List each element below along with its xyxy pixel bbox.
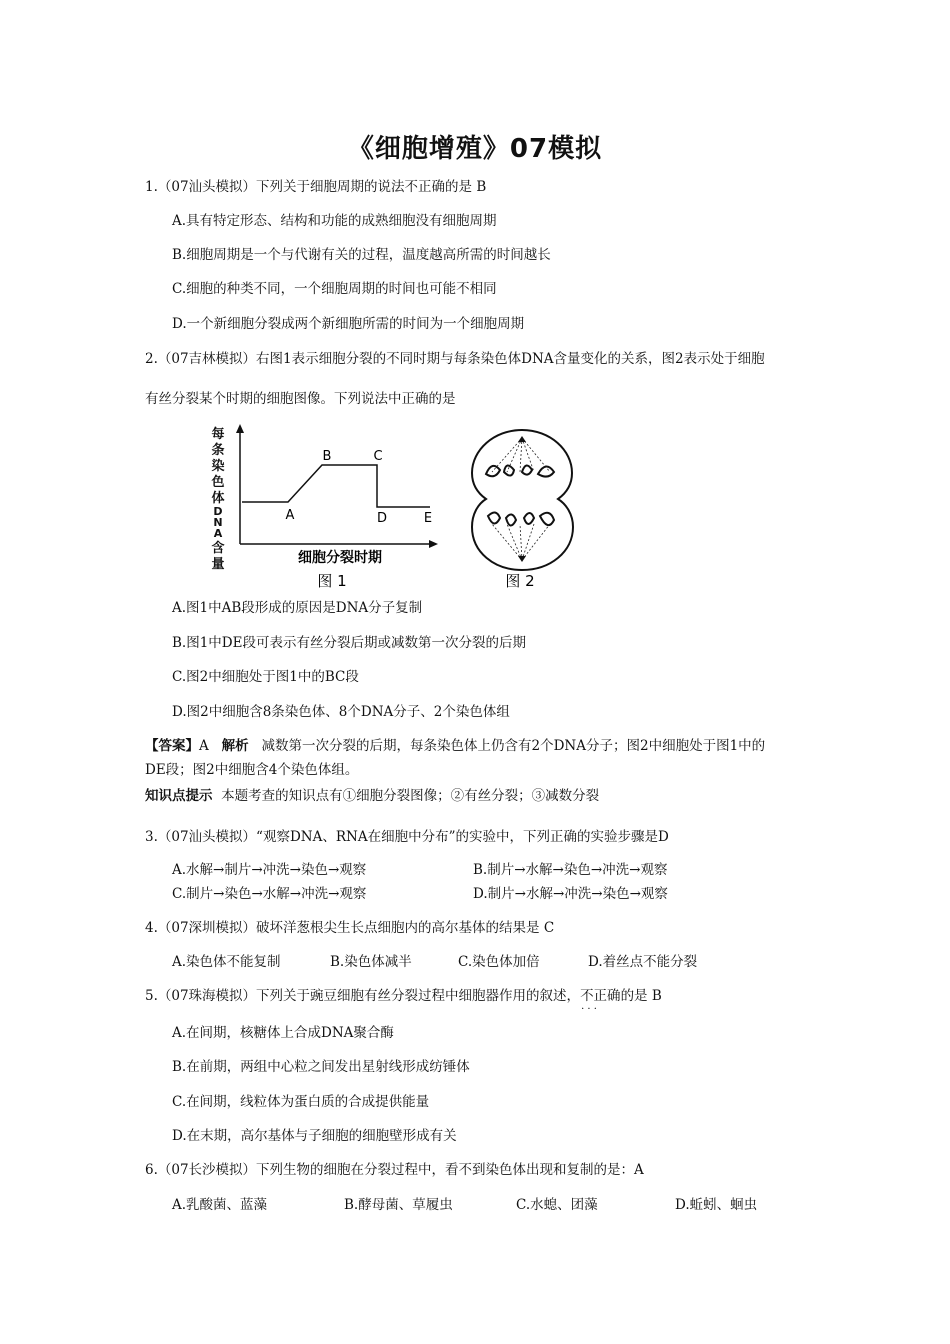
svg-text:染: 染 (211, 459, 225, 474)
q2-option-a: A.图1中AB段形成的原因是DNA分子复制 (172, 600, 423, 616)
q5-option-b: B.在前期，两组中心粒之间发出星射线形成纺锤体 (172, 1059, 470, 1075)
svg-text:D: D (213, 505, 223, 518)
figure-1-x-axis-label: 细胞分裂时期 (298, 550, 382, 566)
cell-outline (472, 430, 573, 570)
q6-option-d: D.蚯蚓、蛔虫 (675, 1197, 758, 1213)
figure-1-dna-curve (242, 465, 430, 507)
svg-text:N: N (213, 516, 223, 529)
q3-option-b: B.制片→水解→染色→冲洗→观察 (473, 862, 668, 878)
svg-text:每: 每 (211, 427, 225, 442)
q1-option-b: B.细胞周期是一个与代谢有关的过程，温度越高所需的时间越长 (172, 247, 551, 263)
figure-1-y-arrow (236, 424, 244, 433)
q3-stem: 3.（07汕头模拟）“观察DNA、RNA在细胞中分布”的实验中，下列正确的实验步骤是D (145, 829, 669, 845)
figure-1-y-axis-label (211, 426, 224, 572)
q5-stem (145, 987, 662, 1005)
point-label-b: B (322, 449, 332, 464)
q2-stem-line2: 有丝分裂某个时期的细胞图像。下列说法中正确的是 (145, 391, 456, 407)
q1-option-d: D.一个新细胞分裂成两个新细胞所需的时间为一个细胞周期 (172, 316, 525, 332)
figure-1-graph (210, 422, 445, 592)
q2-analysis-line2: DE段；图2中细胞含4个染色体组。 (145, 762, 359, 778)
q5-stem-emphasis: 不正确 · · · (580, 988, 621, 1004)
page-title: 《细胞增殖》07模拟 (347, 134, 603, 164)
q3-option-a: A.水解→制片→冲洗→染色→观察 (172, 862, 367, 878)
svg-text:条: 条 (211, 443, 225, 458)
knowledge-label: 知识点提示 (145, 788, 213, 804)
centriole-upper (518, 436, 526, 442)
analysis-text: 减数第一次分裂的后期，每条染色体上仍含有2个DNA分子；图2中细胞处于图1中的 (261, 738, 766, 754)
point-label-e: E (423, 511, 433, 526)
q2-answer-line (145, 737, 765, 755)
svg-text:量: 量 (211, 557, 225, 572)
chromosomes-lower (488, 512, 554, 525)
q1-option-a: A.具有特定形态、结构和功能的成熟细胞没有细胞周期 (172, 213, 497, 229)
spindle-fibers-upper (492, 438, 550, 472)
q5-option-d: D.在末期，高尔基体与子细胞的细胞壁形成有关 (172, 1128, 457, 1144)
q6-stem: 6.（07长沙模拟）下列生物的细胞在分裂过程中，看不到染色体出现和复制的是：A (145, 1162, 644, 1178)
q5-option-a: A.在间期，核糖体上合成DNA聚合酶 (172, 1025, 394, 1041)
point-label-a: A (285, 508, 295, 523)
svg-text:含: 含 (211, 541, 225, 556)
svg-text:色: 色 (211, 475, 225, 490)
q6-option-c: C.水螅、团藻 (516, 1197, 598, 1213)
q6-option-a: A.乳酸菌、蓝藻 (172, 1197, 268, 1213)
q4-stem: 4.（07深圳模拟）破坏洋葱根尖生长点细胞内的高尔基体的结果是 C (145, 920, 555, 936)
analysis-label: 解析 (221, 738, 249, 754)
svg-text:A: A (213, 527, 223, 540)
q4-option-d: D.着丝点不能分裂 (588, 954, 698, 970)
figure-1-caption: 图 1 (317, 572, 347, 590)
q4-option-a: A.染色体不能复制 (172, 954, 281, 970)
answer-value: A (199, 738, 209, 754)
spindle-fibers-lower (492, 524, 550, 560)
q2-option-d: D.图2中细胞含8条染色体、8个DNA分子、2个染色体组 (172, 704, 510, 720)
point-label-c: C (373, 449, 383, 464)
knowledge-text: 本题考查的知识点有①细胞分裂图像；②有丝分裂；③减数分裂 (221, 788, 600, 804)
answer-label: 【答案】 (145, 738, 199, 754)
centriole-lower (518, 556, 526, 562)
point-label-d: D (376, 511, 388, 526)
figure-2-cell-diagram (462, 426, 582, 592)
q3-option-c: C.制片→染色→水解→冲洗→观察 (172, 886, 367, 902)
q4-option-b: B.染色体减半 (330, 954, 412, 970)
svg-text:体: 体 (211, 491, 225, 506)
q3-option-d: D.制片→水解→冲洗→染色→观察 (473, 886, 668, 902)
figure-2-caption: 图 2 (505, 572, 535, 590)
q5-stem-post: 的是 B (620, 988, 662, 1004)
q5-stem-pre: 5.（07珠海模拟）下列关于豌豆细胞有丝分裂过程中细胞器作用的叙述， (145, 988, 581, 1004)
q2-option-b: B.图1中DE段可表示有丝分裂后期或减数第一次分裂的后期 (172, 635, 526, 651)
q2-stem-line1: 2.（07吉林模拟）右图1表示细胞分裂的不同时期与每条染色体DNA含量变化的关系，图2表示处于细胞 (145, 351, 765, 367)
q1-option-c: C.细胞的种类不同，一个细胞周期的时间也可能不相同 (172, 281, 497, 297)
q6-option-b: B.酵母菌、草履虫 (344, 1197, 453, 1213)
q2-knowledge-line (145, 787, 599, 805)
q2-option-c: C.图2中细胞处于图1中的BC段 (172, 669, 359, 685)
figure-1-x-arrow (429, 540, 438, 548)
q4-option-c: C.染色体加倍 (458, 954, 540, 970)
q5-option-c: C.在间期，线粒体为蛋白质的合成提供能量 (172, 1094, 430, 1110)
q1-stem: 1.（07汕头模拟）下列关于细胞周期的说法不正确的是 B (145, 179, 487, 195)
